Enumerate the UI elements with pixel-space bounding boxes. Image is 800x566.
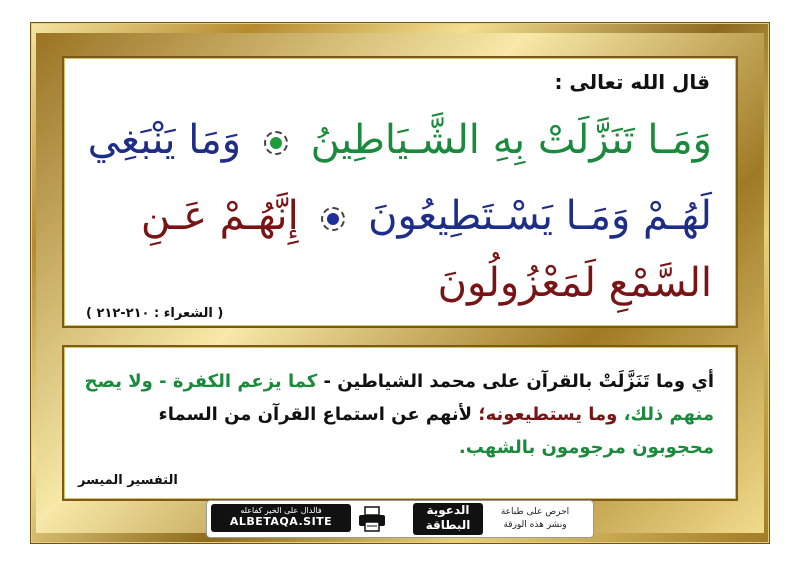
site-badge[interactable] bbox=[211, 504, 351, 532]
verse-line-2 bbox=[88, 193, 712, 239]
verse-part-blue: وَمَا يَنْبَغِي bbox=[87, 117, 242, 163]
verse-part-green: وَمَـا تَنَزَّلَتْ بِهِ الشَّـيَاطِينُ bbox=[310, 117, 712, 163]
print-appeal-line-2: ونشر هذه الورقة bbox=[503, 520, 567, 530]
tafsir-part-3-green: محجوبون مرجومون بالشهب. bbox=[458, 437, 714, 458]
verse-end-marker-icon bbox=[321, 207, 345, 231]
verse-line-3 bbox=[88, 260, 712, 306]
site-url: ALBETAQA.SITE bbox=[229, 515, 333, 528]
verse-panel bbox=[62, 56, 738, 328]
tafsir-text bbox=[80, 365, 714, 464]
surah-reference: ( الشعراء : ٢١٠-٢١٢ ) bbox=[86, 306, 224, 321]
tafsir-part-2-end: لأنهم عن استماع القرآن من bbox=[224, 404, 473, 425]
verse-end-marker-icon bbox=[264, 131, 288, 155]
footer-bar bbox=[206, 500, 594, 538]
verse-line-1 bbox=[87, 117, 712, 163]
tafsir-part-2-red: وما يستطيعونه؛ bbox=[478, 404, 618, 425]
logo-line-1: الدعوية bbox=[426, 503, 470, 517]
logo-line-2: البطاقة bbox=[425, 518, 471, 532]
intro-text: قال الله تعالى : bbox=[554, 70, 710, 94]
print-appeal bbox=[485, 506, 585, 532]
tafsir-part-2-green: ولا يصح منهم ذلك، bbox=[84, 371, 714, 425]
tafsir-part-1: أي وما تَنَزَّلَتْ بالقرآن على محمد الشياطين - bbox=[323, 371, 714, 392]
site-motto: فالدال على الخير كفاعله bbox=[240, 506, 322, 515]
albetaqa-logo bbox=[413, 503, 483, 535]
verse-part-red-2: السَّمْعِ لَمَعْزُولُونَ bbox=[437, 260, 712, 306]
verse-part-red: إِنَّهُـمْ عَـنِ bbox=[140, 193, 299, 239]
print-appeal-line-1: احرص على طباعة bbox=[500, 507, 570, 517]
printer-icon bbox=[357, 505, 387, 533]
tafsir-part-1-green: كما يزعم الكفرة - bbox=[159, 371, 318, 392]
tafsir-part-3-start: السماء bbox=[158, 404, 218, 425]
verse-part-blue-2: لَهُـمْ وَمَـا يَسْـتَطِيعُونَ bbox=[368, 193, 712, 239]
tafsir-source: التفسير الميسر bbox=[78, 473, 178, 488]
tafsir-panel bbox=[62, 345, 738, 501]
